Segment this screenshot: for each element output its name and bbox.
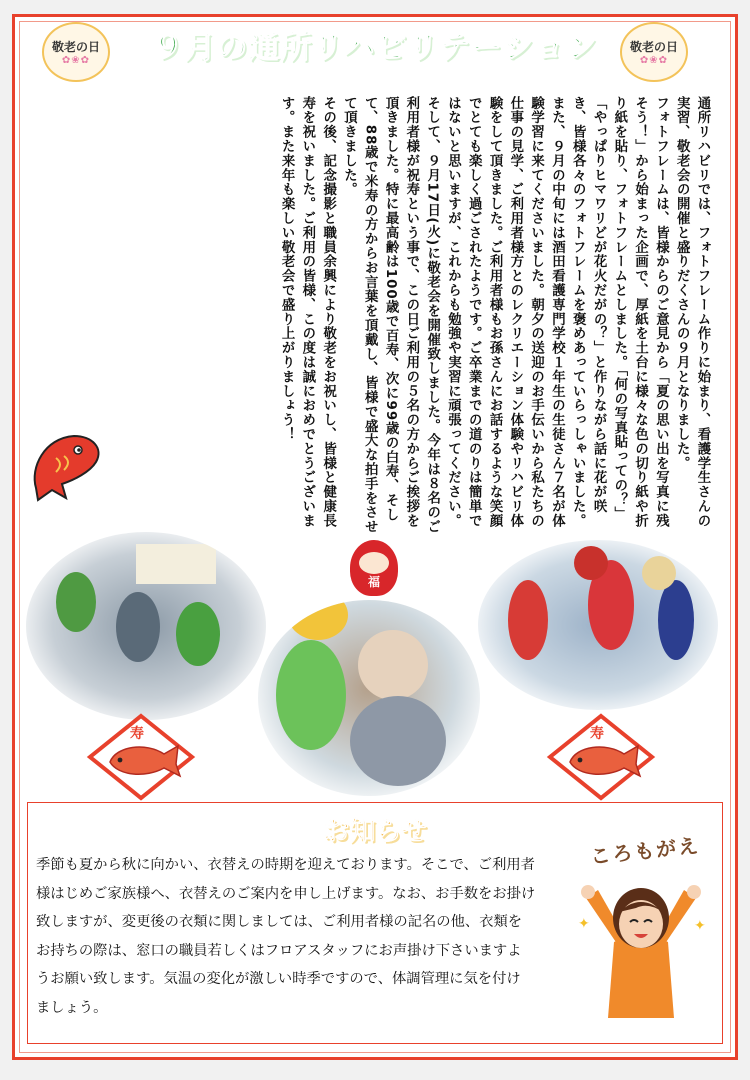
- badge-left: [42, 22, 110, 82]
- flower-decoration-icon: ✿❀✿: [61, 55, 91, 66]
- photo-keirokai-group: [26, 532, 266, 720]
- notice-line: うお願い致します。気温の変化が激しい時季ですので、体調管理に気を付け: [36, 971, 521, 987]
- svg-text:✦: ✦: [578, 916, 590, 932]
- kotobuki-right-label: 寿: [590, 726, 604, 742]
- notice-line: お持ちの際は、窓口の職員若しくはフロアスタッフにお声掛け下さいますよ: [36, 942, 522, 959]
- article-vertical-text: [52, 96, 712, 536]
- flower-decoration-icon: ✿❀✿: [639, 55, 669, 66]
- kotobuki-sea-bream-icon: [86, 712, 196, 802]
- kotobuki-sea-bream-icon: [546, 712, 656, 802]
- badge-right: [620, 22, 688, 82]
- article-paragraph: また、９月の中旬には酒田看護専門学校１年生の生徒さん７名が体験学習に来てくださいました。朝夕の送迎のお手伝いから私たちの仕事の見学、ご利用者様方とのレクリエーション体験やリハビリ体験をして頂きました。ご利用者様もお孫さんにお話するような笑顔でとても楽しく過ごされたようです。ご卒業までの道のりは簡単ではないと思いますが、これからも勉強や実習に頑張ってください。: [445, 96, 565, 528]
- notice-title: お知らせ: [323, 817, 427, 847]
- article-paragraph: そして、９月17日(火)に敬老会を開催致しました。今年は８名のご利用者様が祝寿という事で、この日ご利用の５名の方からご挨拶を頂きました。特に最高齢は100歳で百寿、次に99歳の白寿、そして、88歳で米寿の方からお言葉を頂戴し、皆様で盛大な拍手をさせて頂きました。: [341, 96, 440, 535]
- daruma-face: [359, 552, 389, 574]
- badge-left-label: 敬老の日: [51, 40, 100, 54]
- photo-interview-centenarian: [258, 600, 480, 796]
- notice-body: [36, 851, 590, 1022]
- daruma-label: 福: [367, 575, 380, 589]
- badge-right-label: 敬老の日: [629, 40, 678, 54]
- notice-line: 致しますが、変更後の衣類に関しましては、ご利用者様の記名の他、衣類を: [36, 914, 523, 930]
- kotobuki-left-label: 寿: [130, 726, 144, 742]
- notice-line: ましょう。: [36, 999, 108, 1016]
- woman-cheering-icon: [566, 868, 716, 1018]
- daruma-icon: [350, 540, 398, 596]
- article-paragraph: フォトフレームは、皆様からのご意見から「夏の思い出を写真に残そう！」から始まった企画で、厚紙を土台に様々な色の切り紙や折り紙を貼り、フォトフレームとしました。「何の写真貼っての？」「やっぱりヒマワリどが花火だがの？」と作りながら話に花が咲き、皆様各々のフォトフレームを褒めあっていらっしゃいました。: [570, 96, 669, 528]
- article-paragraph: 通所リハビリでは、フォトフレーム作りに始まり、看護学生さんの実習、敬老会の開催と盛りだくさんの９月となりました。: [674, 96, 710, 528]
- page-title: ９月の通所リハビリテーション: [152, 30, 598, 66]
- article-paragraph: その後、記念撮影と職員余興により敬老をお祝いし、皆様と健康長寿を祝いました。ご利用の皆様、この度は誠におめでとうございます。また来年も楽しい敬老会で盛り上がりましょう！: [279, 96, 336, 528]
- sea-bream-icon: [26, 428, 112, 504]
- svg-text:✦: ✦: [694, 918, 706, 934]
- photo-dance-performance: [478, 540, 718, 710]
- notice-line: 様はじめご家族様へ、衣替えのご案内を申し上げます。なお、お手数をお掛け: [36, 885, 536, 902]
- koromogae-illustration-title: ころもがえ: [589, 833, 702, 869]
- notice-line: 季節も夏から秋に向かい、衣替えの時期を迎えております。そこで、ご利用者: [36, 857, 535, 873]
